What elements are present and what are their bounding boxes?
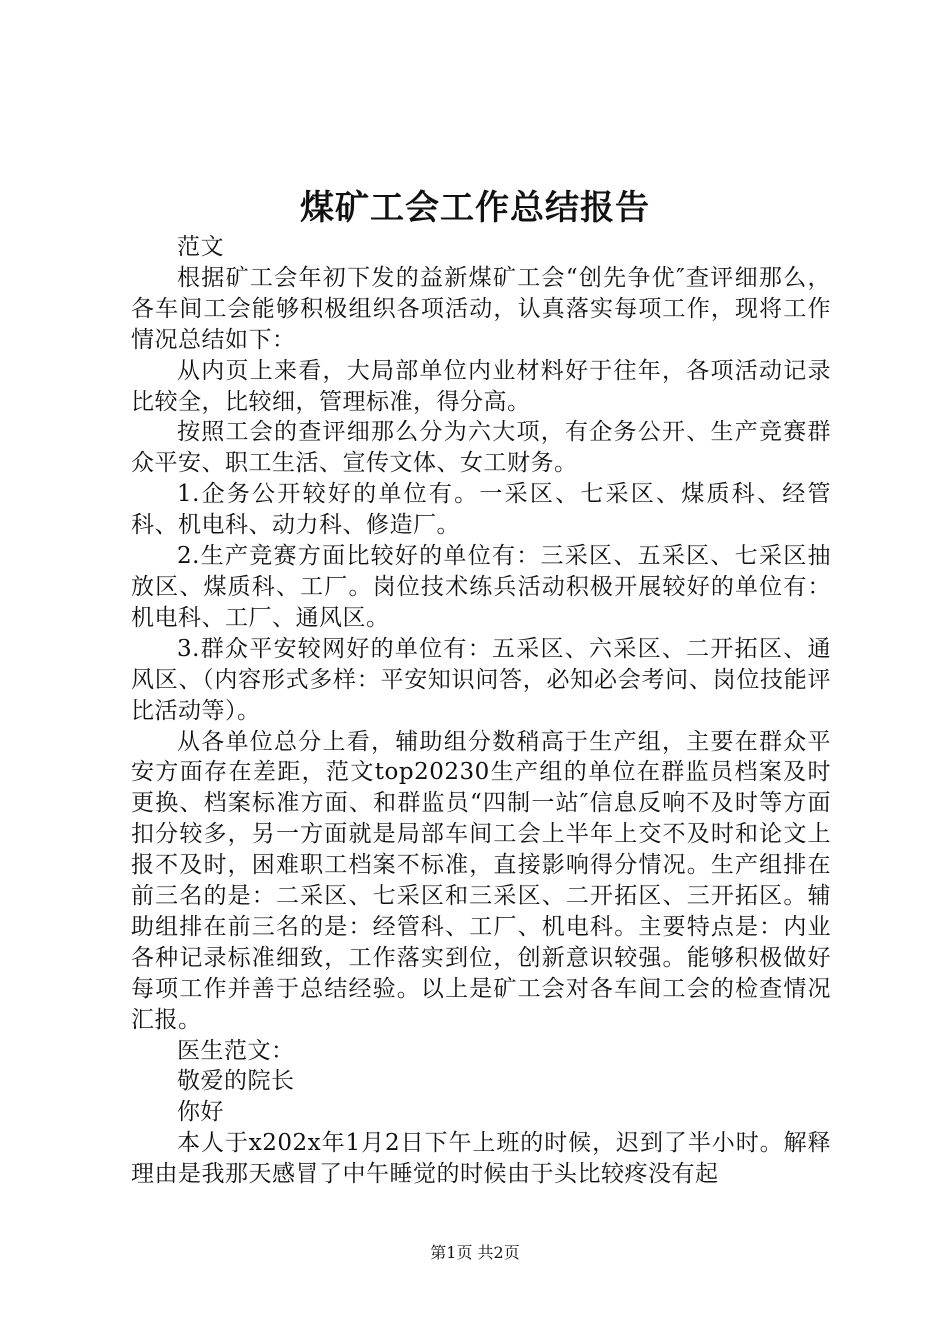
paragraph: 2.生产竞赛方面比较好的单位有：三采区、五采区、七采区抽放区、煤质科、工厂。岗位技术练兵活动积极开展较好的单位有：机电科、工厂、通风区。 — [131, 543, 831, 631]
paragraph: 按照工会的查评细那么分为六大项，有企务公开、生产竞赛群众平安、职工生活、宣传文体、女工财务。 — [131, 419, 831, 477]
paragraph: 你好 — [177, 1099, 224, 1126]
page-number-footer: 第1页 共2页 — [430, 1243, 520, 1262]
paragraph: 范文 — [177, 234, 224, 260]
document-title: 煤矿工会工作总结报告 — [300, 188, 650, 228]
document-body — [131, 232, 831, 1190]
paragraph: 敬爱的院长 — [177, 1068, 295, 1095]
paragraph: 根据矿工会年初下发的益新煤矿工会“创先争优″查评细那么，各车间工会能够积极组织各项活动，认真落实每项工作，现将工作情况总结如下： — [131, 264, 831, 353]
paragraph: 本人于x202x年1月2日下午上班的时候，迟到了半小时。解释理由是我那天感冒了中午睡觉的时候由于头比较疼没有起 — [131, 1130, 831, 1188]
paragraph: 1.企务公开较好的单位有。一采区、七采区、煤质科、经管科、机电科、动力科、修造厂。 — [131, 481, 831, 539]
paragraph: 从各单位总分上看，辅助组分数稍高于生产组，主要在群众平安方面存在差距，范文top20230生产组的单位在群监员档案及时更换、档案标准方面、和群监员“四制一站″信息反响不及时等方面扣分较多，另一方面就是局部车间工会上半年上交不及时和论文上报不及时，困难职工档案不标准，直接影响得分情况。生产组排在前三名的是：二采区、七采区和三采区、二开拓区、三开拓区。辅助组排在前三名的是：经管科、工厂、机电科。主要特点是：内业各种记录标准细致，工作落实到位，创新意识较强。能够积极做好每项工作并善于总结经验。以上是矿工会对各车间工会的检查情况汇报。 — [131, 728, 831, 1033]
paragraph: 医生范文： — [177, 1037, 295, 1064]
paragraph: 3.群众平安较网好的单位有：五采区、六采区、二开拓区、通风区、（内容形式多样：平安知识问答，必知必会考问、岗位技能评比活动等）。 — [131, 635, 831, 724]
paragraph: 从内页上来看，大局部单位内业材料好于往年，各项活动记录比较全，比较细，管理标准，得分高。 — [131, 357, 831, 415]
